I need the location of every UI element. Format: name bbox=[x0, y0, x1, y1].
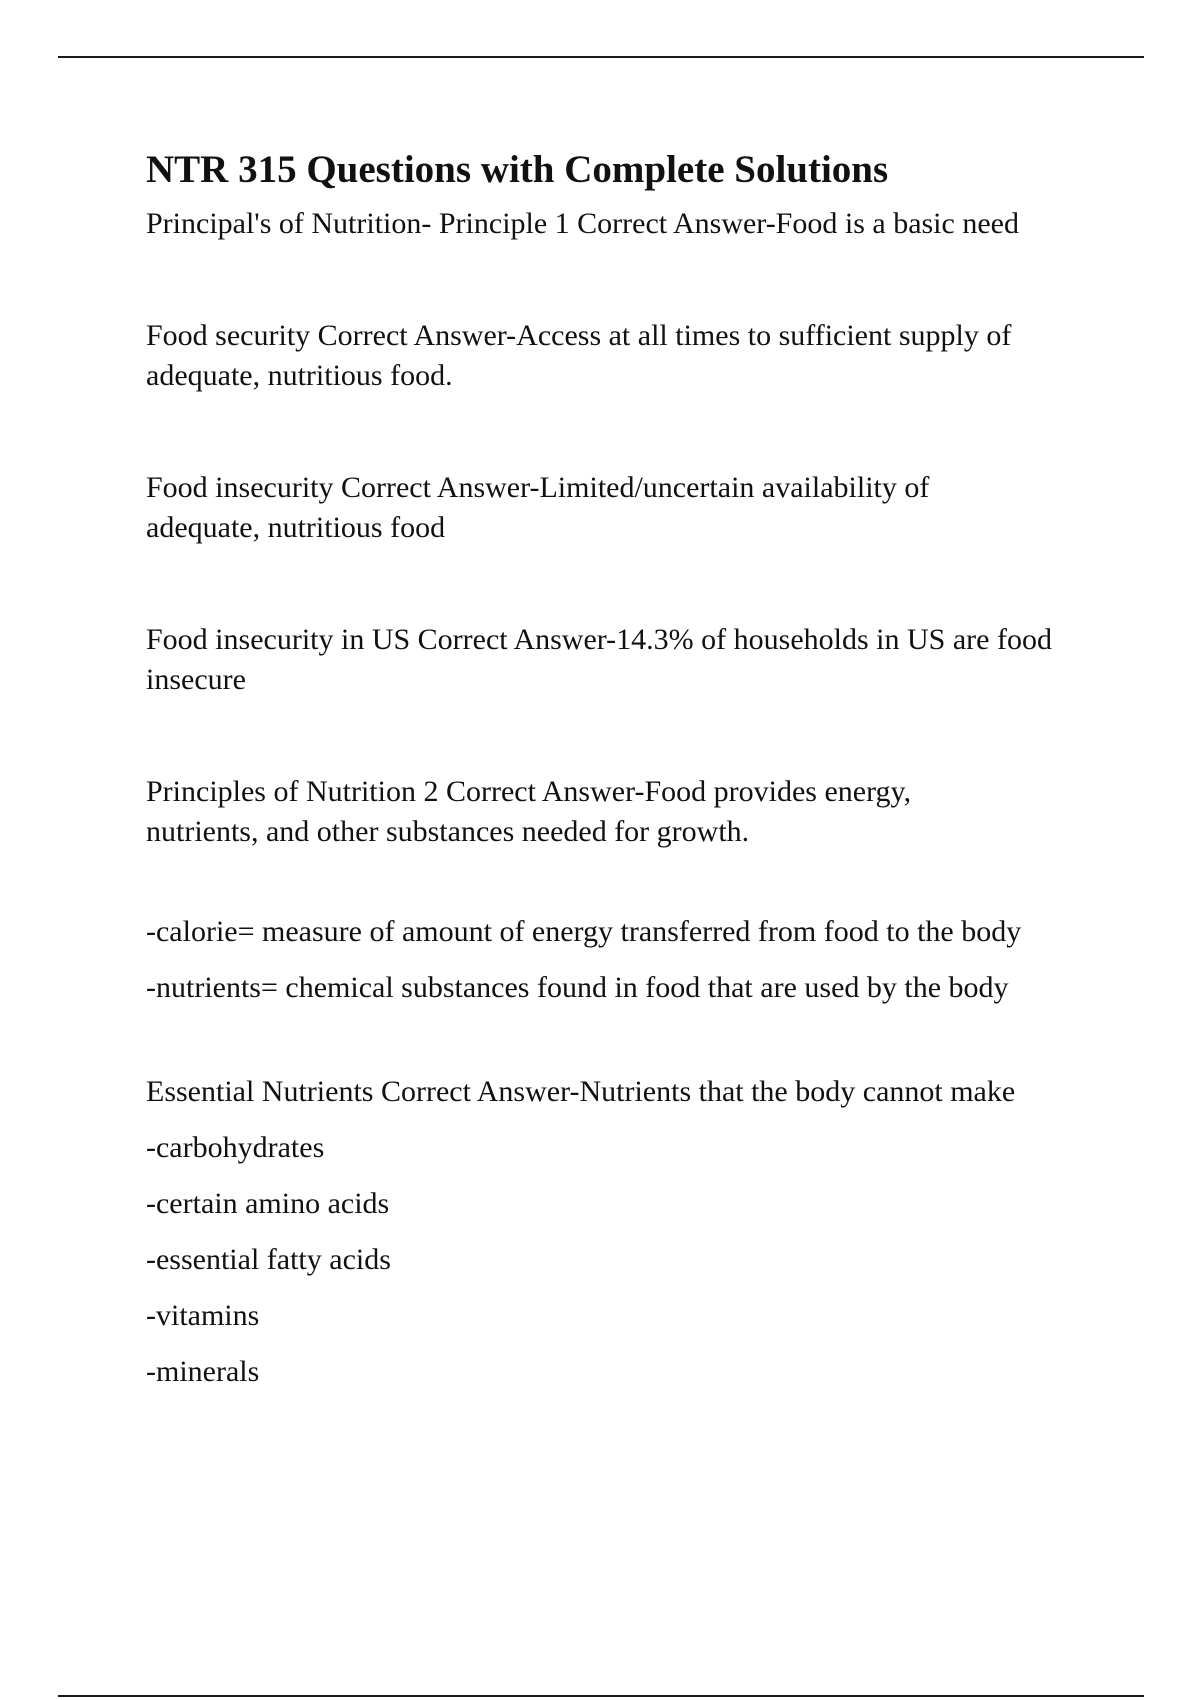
definition-item: -nutrients= chemical substances found in food that are used by the body bbox=[146, 971, 1009, 1004]
qa-entry: Principles of Nutrition 2 Correct Answer-Food provides energy, nutrients, and other substances needed for growth. bbox=[146, 775, 912, 848]
definition-item: -calorie= measure of amount of energy transferred from food to the body bbox=[146, 915, 1022, 948]
nutrient-item: -essential fatty acids bbox=[146, 1243, 391, 1276]
top-rule bbox=[58, 56, 1144, 58]
nutrient-item: -vitamins bbox=[146, 1299, 260, 1332]
qa-entry: Food insecurity in US Correct Answer-14.3% of households in US are food insecure bbox=[146, 623, 1052, 696]
definitions-list bbox=[146, 904, 1106, 1016]
nutrient-item: -carbohydrates bbox=[146, 1131, 325, 1164]
bottom-rule bbox=[58, 1695, 1144, 1697]
essential-heading: Essential Nutrients Correct Answer-Nutrients that the body cannot make bbox=[146, 1075, 1016, 1108]
document-title: NTR 315 Questions with Complete Solutions bbox=[146, 148, 889, 191]
qa-entry: Food security Correct Answer-Access at all times to sufficient supply of adequate, nutritious food. bbox=[146, 319, 1012, 392]
essential-nutrients bbox=[146, 1064, 1106, 1400]
qa-entry: Principal's of Nutrition- Principle 1 Correct Answer-Food is a basic need bbox=[146, 207, 1019, 240]
nutrient-item: -minerals bbox=[146, 1355, 260, 1388]
document-body bbox=[146, 146, 1106, 1400]
qa-entry: Food insecurity Correct Answer-Limited/uncertain availability of adequate, nutritious food bbox=[146, 471, 930, 544]
nutrient-item: -certain amino acids bbox=[146, 1187, 390, 1220]
